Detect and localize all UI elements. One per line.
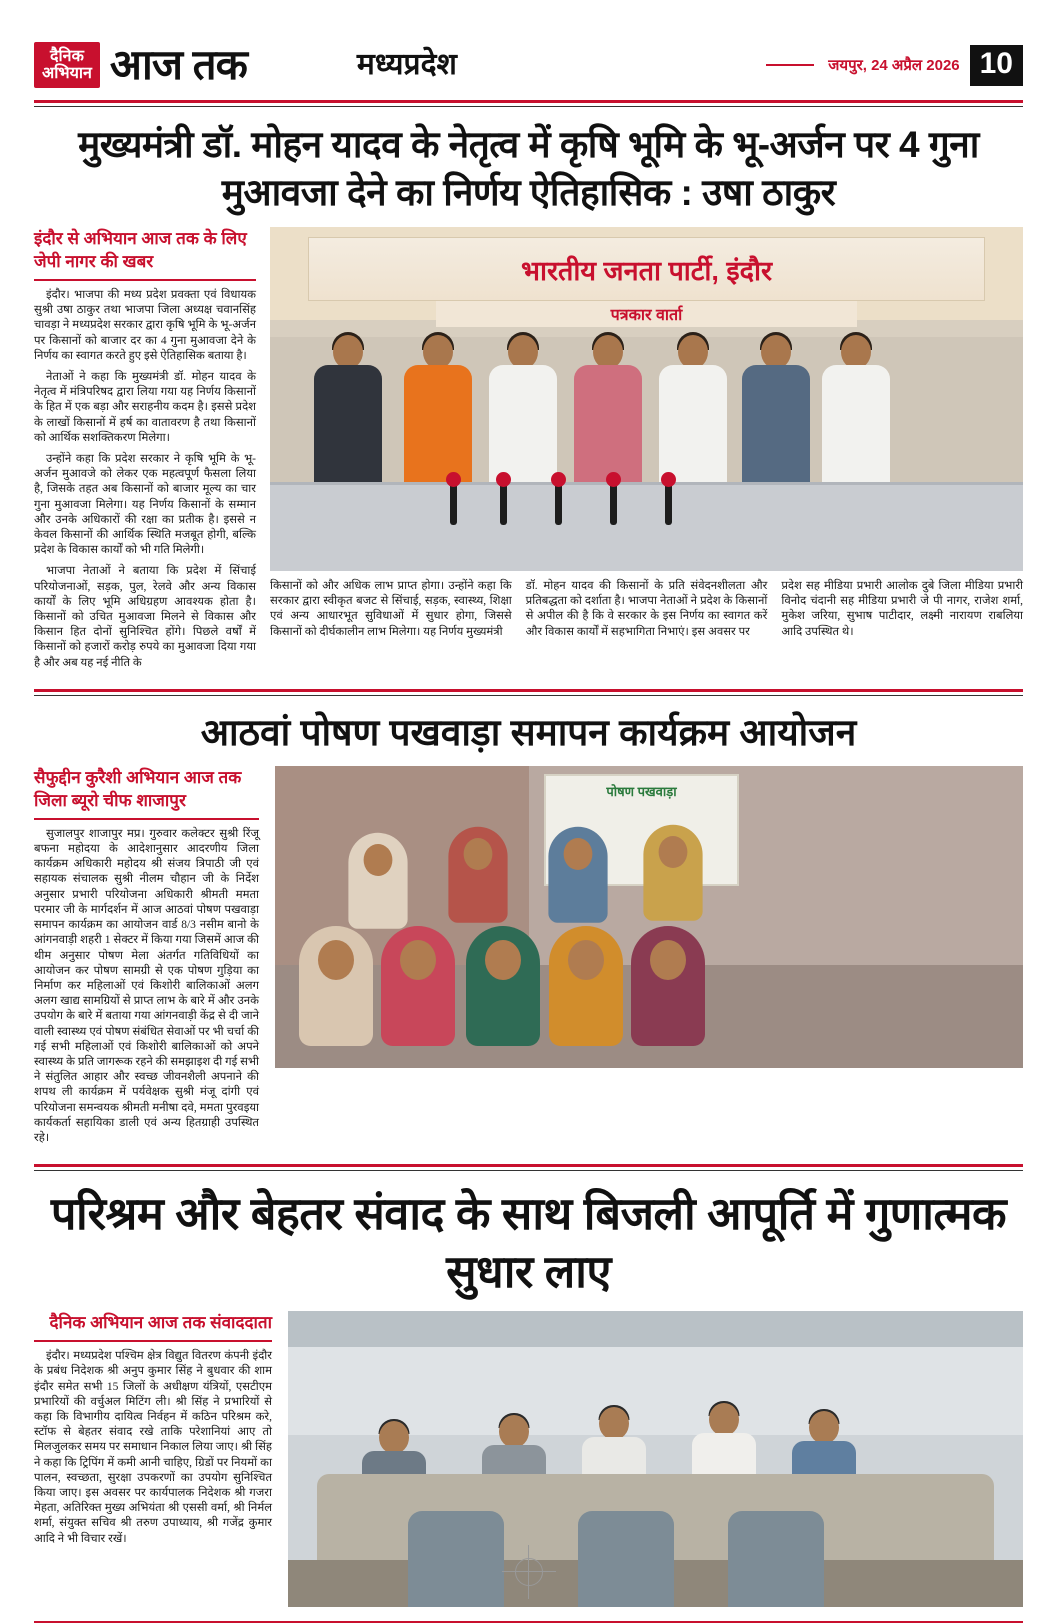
photo-banner-text: भारतीय जनता पार्टी, इंदौर (308, 237, 986, 301)
story3-kicker-rule (34, 1340, 272, 1342)
story1-caption-col-2: प्रदेश सह मीडिया प्रभारी आलोक दुबे जिला मीडिया प्रभारी विनोद चंदानी सह मीडिया प्रभारी जे पी नागर, राजेश शर्मा, मुकेश जरिया, सुभाष पाटीदार, लक्ष्मी नारायण राबलिया आदि उपस्थित थे। (781, 580, 1024, 638)
story3-headline: परिश्रम और बेहतर संवाद के साथ बिजली आपूर्ति में गुणात्मक सुधार लाए (50, 1188, 1007, 1298)
story1-headline: मुख्यमंत्री डॉ. मोहन यादव के नेतृत्व में कृषि भूमि के भू-अर्जन पर 4 गुना मुआवजा देने का निर्णय ऐतिहासिक : उषा ठाकुर (78, 124, 979, 213)
photo-chair (728, 1511, 824, 1607)
photo-poster-text: पोषण पखवाड़ा (544, 774, 738, 886)
masthead-rule (34, 100, 1023, 103)
story1-para-2: उन्होंने कहा कि प्रदेश सरकार ने कृषि भूमि के भू-अर्जन मुआवजे को लेकर एक महत्वपूर्ण फैसला लिया है, जिसके तहत अब किसानों को बाजार मूल्य का चार गुना मुआवजा मिलेगा। यह निर्णय किसानों के सम्मान और उनके अधिकारों की रक्षा का प्रतीक है। इससे न केवल किसानों की आर्थिक स्थिति मजबूत होगी, बल्कि प्रदेश के विकास कार्यों को भी गति मिलेगी। (34, 453, 256, 557)
photo-woman (625, 926, 711, 1054)
photo-woman (375, 926, 461, 1054)
story3-text-column (34, 1311, 272, 1607)
story1-bottom-rule (34, 689, 1023, 692)
microphone-icon (665, 481, 672, 525)
story1-para-1: नेताओं ने कहा कि मुख्यमंत्री डॉ. मोहन यादव के नेतृत्व में मंत्रिपरिषद द्वारा लिया गया यह निर्णय किसानों के हित में एक बड़ा और सराहनीय कदम है। इससे प्रदेश के लाखों किसानों में हर्ष का वातावरण है तथा किसानों को आर्थिक सशक्तिकरण मिलेगा। (34, 371, 256, 444)
microphone-icon (500, 481, 507, 525)
photo-woman (543, 926, 629, 1054)
story2-body (34, 827, 259, 1146)
photo-wall-top (288, 1311, 1023, 1347)
story1-caption-col-0: किसानों को और अधिक लाभ प्राप्त होगा। उन्होंने कहा कि सरकार द्वारा स्वीकृत बजट से सिंचाई, सड़क, स्वास्थ्य, शिक्षा एवं अन्य आधारभूत सुविधाओं में सुधार होगा, जिससे किसानों को दीर्घकालीन लाभ मिलेगा। यह निर्णय मुख्यमंत्री (270, 580, 512, 638)
story3-body (34, 1349, 272, 1547)
photo-woman (460, 926, 546, 1054)
masthead-rule-thin (34, 106, 1023, 107)
story1-photo (270, 227, 1023, 571)
edition-name: मध्यप्रदेश (356, 48, 457, 81)
photo-person (400, 335, 476, 485)
story3-photo (288, 1311, 1023, 1607)
story1-para-3: भाजपा नेताओं ने बताया कि प्रदेश में सिंचाई परियोजनाओं, सड़क, पुल, रेलवे और अन्य विकास कार्यों के लिए भूमि अधिग्रहण आवश्यक होता है। किसानों को उचित मुआवजा मिलने से विकास और किसान हित दोनों सुनिश्चित होंगे। पिछले वर्षों में किसानों को हजारों करोड़ रुपये का मुआवजा दिया गया है और अब यह नई नीति के (34, 565, 256, 669)
photo-person (570, 335, 646, 485)
publication-logo (34, 42, 100, 88)
photo-person (655, 335, 731, 485)
photo-woman (544, 827, 613, 929)
photo-chair (578, 1511, 674, 1607)
story3-kicker: दैनिक अभियान आज तक संवाददाता (49, 1313, 272, 1333)
story1-kicker-rule (34, 279, 256, 281)
microphone-icon (555, 481, 562, 525)
photo-woman (344, 833, 413, 935)
dateline: जयपुर, 24 अप्रैल 2026 (828, 57, 960, 74)
story1-photo-column (270, 227, 1023, 677)
registration-mark-icon (515, 1558, 543, 1586)
story2-photo (275, 766, 1023, 1068)
story1 (34, 227, 1023, 677)
story3-para-0: इंदौर। मध्यप्रदेश पश्चिम क्षेत्र विद्युत वितरण कंपनी इंदौर के प्रबंध निदेशक श्री अनुप कुमार सिंह ने बुधवार की शाम इंदौर समेत सभी 15 जिलों के अधीक्षण यंत्रियों, एसटीएम प्रभारियों की वर्चुअल मिटिंग ली। श्री सिंह ने प्रभारियों से कहा कि विभागीय दायित्व निर्वहन में कठिन परिश्रम करे, स्टॉफ से बेहतर संवाद रखे ताकि परेशानियां आए तो मिलजुलकर समय पर समाधान निकाल लिया जाए। श्री सिंह ने कहा कि ट्रिपिंग में कमी आनी चाहिए, ग्रिडों पर नियमों का पालन, स्वच्छता, सुरक्षा उपकरणों का उपयोग सुनिश्चित किया जाए। इस अवसर पर कार्यपालक निदेशक श्री गजरा मेहता, अतिरिक्त मुख्य अभियंता श्री एससी वर्मा, श्री निर्मल शर्मा, संयुक्त सचिव श्री तरुण उपाध्याय, श्री गजेंद्र कुमार आदि ने भी विचार रखें। (34, 1350, 272, 1545)
story2-kicker-rule (34, 818, 259, 820)
photo-banner-subtext: पत्रकार वार्ता (436, 301, 858, 327)
masthead (34, 0, 1023, 88)
page-number: 10 (970, 45, 1023, 86)
dateline-wrap (766, 45, 1023, 86)
logo-line-1: दैनिक (50, 48, 84, 65)
photo-table (270, 482, 1023, 571)
photo-person (738, 335, 814, 485)
story2-bottom-rule (34, 1164, 1023, 1167)
photo-woman (293, 926, 379, 1054)
photo-woman (444, 827, 513, 929)
story3-photo-column (288, 1311, 1023, 1607)
microphone-icon (450, 481, 457, 525)
logo-line-2: अभियान (42, 65, 92, 82)
story2-para-0: सुजालपुर शाजापुर मप्र। गुरुवार कलेक्टर सुश्री रिंजू बफना महोदया के आदेशानुसार आदरणीय जिला कार्यक्रम अधिकारी महोदय श्री संजय त्रिपाठी जी एवं सहायक संचालक सुश्री नीलम चौहान जी के निर्देश अनुसार प्रभारी परियोजना अधिकारी श्रीमती ममता परमार जी के मार्गदर्शन में आज आठवां पोषण पखवाड़ा समापन कार्यक्रम का आयोजन वार्ड 8/3 नसीम बानो के आंगनवाड़ी शहरी 1 सेक्टर में किया गया जिसमें आज की थीम अनुसार पोषण मेला अंतर्गत गतिविधियों का आयोजन कर पोषण सामग्री से एक पोषण गुड़िया का निर्माण कर महिलाओं एवं किशोरी बालिकाओं अलग अलग खाद्य सामग्रियों से प्राप्त लाभ के बारे में और उनके उपयोग के बारे में बताया गया आंगनवाड़ी केंद्र से दी जाने वाली स्वास्थ्य एवं पोषण संबंधित सेवाओं पर भी चर्चा की गई सभी महिलाओं एवं किशोरी बालिकाओं को अपने स्वास्थ्य के प्रति जागरूक रहने की समझाइश दी गई सभी ने संतुलित आहार और स्वच्छ जीवनशैली अपनाने की शपथ ली कार्यक्रम में पर्यवेक्षक सुश्री मंजू दांगी एवं परियोजना समन्वयक श्रीमती मनीषा दवे, ममता पुरवइया कार्यकर्ता सहायिका डाली एवं अन्य हितग्राही उपस्थित रहे। (34, 827, 259, 1144)
story2 (34, 766, 1023, 1152)
story1-para-0: इंदौर। भाजपा की मध्य प्रदेश प्रवक्ता एवं विधायक सुश्री उषा ठाकुर तथा भाजपा जिला अध्यक्ष चवानसिंह चावड़ा ने मध्यप्रदेश सरकार द्वारा कृषि भूमि के भू-अर्जन पर किसानों को बाजार दर का 4 गुना मुआवजा देने के निर्णय का स्वागत करते हुए इसे ऐतिहासिक बताया है। (34, 289, 256, 362)
story1-kicker: इंदौर से अभियान आज तक के लिए जेपी नागर की खबर (34, 229, 247, 271)
story1-body (34, 288, 256, 671)
story1-text-column (34, 227, 256, 677)
photo-person (310, 335, 386, 485)
photo-chair (408, 1511, 504, 1607)
photo-woman (639, 825, 708, 927)
microphone-icon (610, 481, 617, 525)
photo-person (818, 335, 894, 485)
story2-bottom-rule-thin (34, 1170, 1023, 1171)
story1-bottom-rule-thin (34, 695, 1023, 696)
story2-text-column (34, 766, 259, 1152)
story1-caption-columns (270, 579, 1023, 640)
story2-photo-column (275, 766, 1023, 1152)
story2-kicker: सैफुद्दीन कुरैशी अभियान आज तक जिला ब्यूरो चीफ शाजापुर (34, 767, 242, 810)
story2-headline: आठवां पोषण पखवाड़ा समापन कार्यक्रम आयोजन (200, 711, 857, 753)
story1-caption-col-1: डॉ. मोहन यादव की किसानों के प्रति संवेदनशीलता और प्रतिबद्धता को दर्शाता है। भाजपा नेताओं ने प्रदेश के किसानों से अपील की है कि वे सरकार के इस निर्णय का स्वागत करें और विकास कार्यों में सहभागिता निभाएं। इस अवसर पर (525, 580, 768, 638)
photo-person (485, 335, 561, 485)
dateline-rule (766, 64, 814, 66)
brand-title: आज तक (109, 41, 247, 88)
